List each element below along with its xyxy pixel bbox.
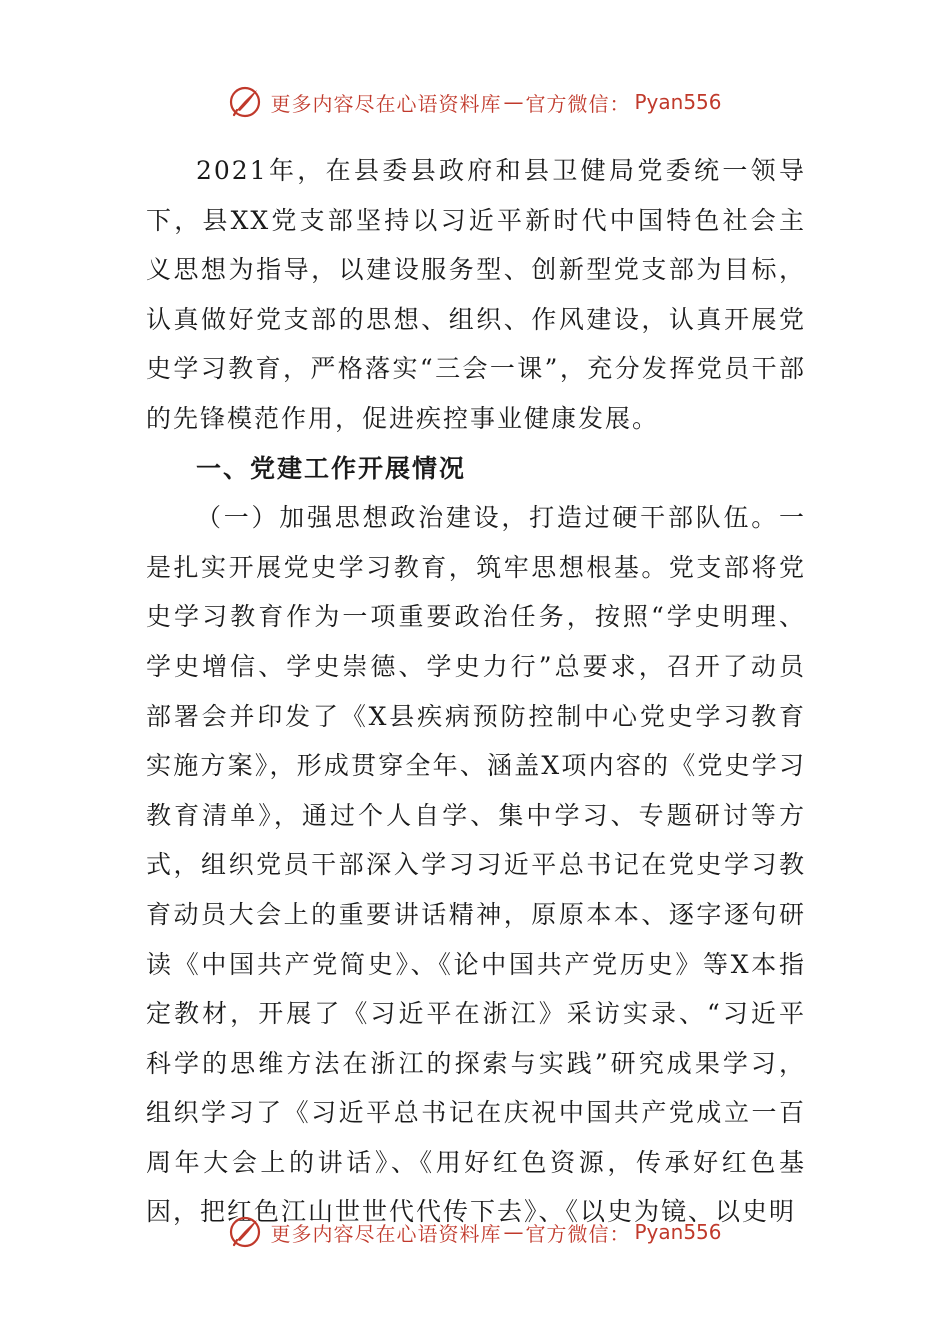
banner-brand-text: 更多内容尽在心语资料库 xyxy=(270,1221,502,1246)
banner-wechat-id: Pyan556 xyxy=(634,90,722,114)
banner-wechat-label: 官方微信： xyxy=(525,91,631,116)
banner-wechat-id: Pyan556 xyxy=(634,1220,722,1244)
section-paragraph: （一）加强思想政治建设，打造过硬干部队伍。一是扎实开展党史学习教育，筑牢思想根基。党支部将党史学习教育作为一项重要政治任务，按照“学史明理、学史增信、学史崇德、学史力行”总要求，召开了动员部署会并印发了《X县疾病预防控制中心党史学习教育实施方案》，形成贯穿全年、涵盖X项内容的《党史学习教育清单》，通过个人自学、集中学习、专题研讨等方式，组织党员干部深入学习习近平总书记在党史学习教育动员大会上的重要讲话精神，原原本本、逐字逐句研读《中国共产党简史》、《论中国共产党历史》等X本指定教材，开展了《习近平在浙江》采访实录、“习近平科学的思维方法在浙江的探索与实践”研究成果学习，组织学习了《习近平总书记在庆祝中国共产党成立一百周年大会上的讲话》、《用好红色资源，传承好红色基因，把红色江山世世代代传下去》、《以史为镜、以史明 xyxy=(146,503,806,1227)
footer-banner xyxy=(0,1212,950,1252)
intro-paragraph: 2021年，在县委县政府和县卫健局党委统一领导下，县XX党支部坚持以习近平新时代中国特色社会主义思想为指导，以建设服务型、创新型党支部为目标，认真做好党支部的思想、组织、作风建设，认真开展党史学习教育，严格落实“三会一课”，充分发挥党员干部的先锋模范作用，促进疾控事业健康发展。 xyxy=(146,156,806,433)
banner-dash: — xyxy=(503,90,524,114)
banner-brand-text: 更多内容尽在心语资料库 xyxy=(270,91,502,116)
document-body xyxy=(146,146,806,1237)
header-banner xyxy=(0,82,950,122)
banner-dash: — xyxy=(503,1220,524,1244)
banner-wechat-label: 官方微信： xyxy=(525,1221,631,1246)
quill-pen-logo-icon xyxy=(228,1215,262,1249)
quill-pen-logo-icon xyxy=(228,85,262,119)
section-heading: 一、党建工作开展情况 xyxy=(196,453,467,483)
